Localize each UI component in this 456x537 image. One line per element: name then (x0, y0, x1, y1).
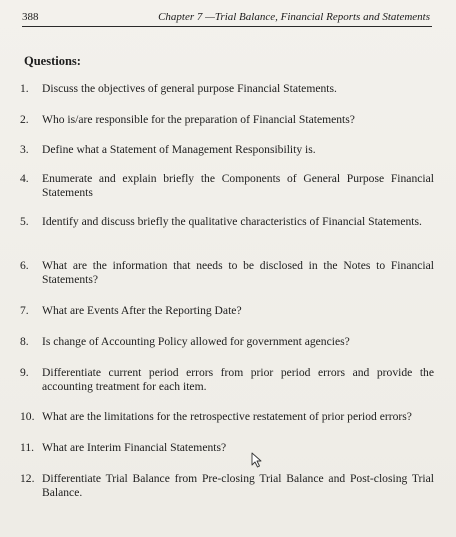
question-text: What are the limitations for the retrospective restatement of prior period errors? (42, 410, 412, 423)
question-number: 7. (20, 304, 29, 317)
question-text: What are Events After the Reporting Date? (42, 304, 242, 317)
question-number: 1. (20, 82, 29, 95)
question-text: Differentiate Trial Balance from Pre-closing Trial Balance and Post-closing Trial Balance. (42, 472, 434, 499)
question-number: 5. (20, 215, 29, 228)
question-text: Enumerate and explain briefly the Components of General Purpose Financial Statements (42, 172, 434, 199)
running-title: Chapter 7 —Trial Balance, Financial Reports and Statements (158, 11, 430, 23)
section-title: Questions: (24, 54, 81, 68)
question-number: 11. (20, 441, 35, 454)
question-number: 2. (20, 113, 29, 126)
question-text: Identify and discuss briefly the qualitative characteristics of Financial Statements. (42, 215, 422, 228)
question-text: What are the information that needs to be disclosed in the Notes to Financial Statements? (42, 259, 434, 286)
question-text: Discuss the objectives of general purpose Financial Statements. (42, 82, 337, 95)
question-number: 10. (20, 410, 35, 423)
question-text: Differentiate current period errors from prior period errors and provide the accounting treatment for each item. (42, 366, 434, 393)
mouse-pointer-icon (251, 452, 263, 468)
question-text: Is change of Accounting Policy allowed for government agencies? (42, 335, 350, 348)
question-number: 3. (20, 143, 29, 156)
question-text: Who is/are responsible for the preparation of Financial Statements? (42, 113, 355, 126)
question-number: 9. (20, 366, 29, 379)
question-number: 6. (20, 259, 29, 272)
question-number: 12. (20, 472, 35, 485)
question-number: 8. (20, 335, 29, 348)
question-text: What are Interim Financial Statements? (42, 441, 227, 454)
question-text: Define what a Statement of Management Responsibility is. (42, 143, 316, 156)
page-header (22, 10, 432, 27)
page-number: 388 (22, 11, 39, 23)
question-number: 4. (20, 172, 29, 185)
